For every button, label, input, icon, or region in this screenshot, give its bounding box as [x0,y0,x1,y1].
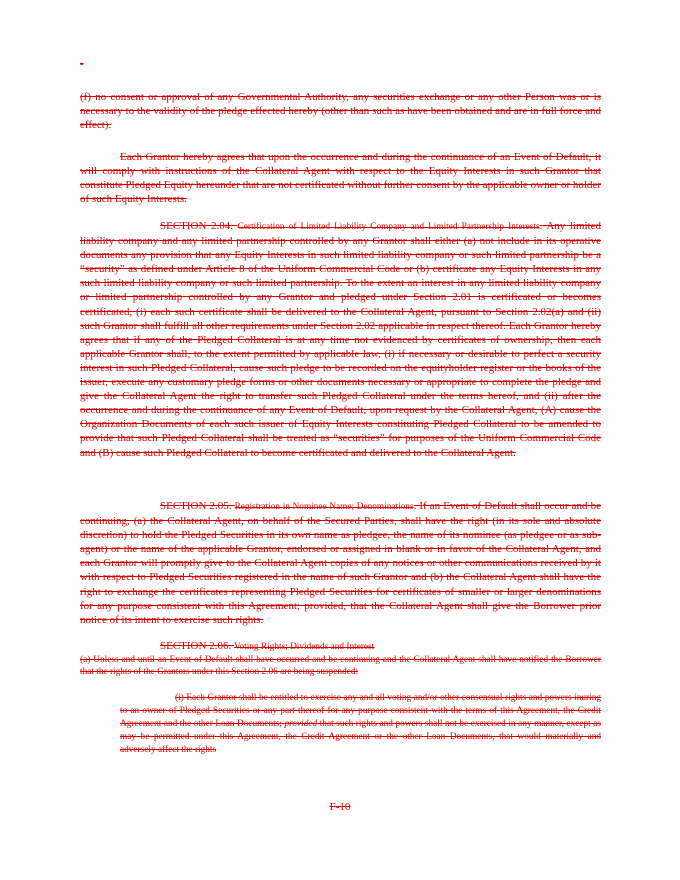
section-2-06-a: (a) Unless and until an Event of Default shall have occurred and be continuing and the Collateral Agent shall have notified the Borrower that the rights of the Grantors under this Section 2.06 are being suspended: [80,655,601,677]
section-2-06-label: SECTION 2.06. [160,640,232,652]
provided-italic: provided [284,719,318,729]
section-2-05: SECTION 2.05. Registration in Nominee Name; Denominations. If an Event of Default shall occur and be continuing, (a) the Collateral Agent, on behalf of the Secured Parties, shall have the right (in its sole and absolute discretion) to hold the Pledged Securities in its own name as pledgee, the name of its nominee (as pledgee or as sub-agent) or the name of the applicable Grantor, endorsed or assigned in blank or in favor of the Collateral Agent, and each Grantor will promptly give to the Collateral Agent copies of any notices or other communications received by it with respect to Pledged Securities registered in the name of such Grantor and (b) the Collateral Agent shall have the right to exchange the certificates representing Pledged Securities for certificates of smaller or larger denominations for any purpose consistent with this Agreement; provided, that the Collateral Agent shall give the Borrower prior notice of its intent to exercise such rights. [80,500,601,626]
paragraph-f-no-consent: (f) no consent or approval of any Governmental Authority, any securities exchange or any other Person was or is necessary to the validity of the pledge effected hereby (other than such as have been obtained and are in full force and effect). [80,91,601,132]
section-2-06-a-i-continued: that such rights and powers shall not be exercised in any manner, except as may be permitted under this Agreement, the Credit Agreement or the other Loan Documents, that would materially and adversely affect the rights [120,719,601,755]
section-2-06-title: Voting Rights; Dividends and Interest [233,642,375,652]
page-number: F-10 [329,801,351,813]
section-2-04: SECTION 2.04. Certification of Limited Liability Company and Limited Partnership Interests. Any limited liability company and any limited partnership controlled by any Grantor shall either (a) not include in its operative documents any provision that any Equity Interests in such limited liability company or such limited partnership be a “security” as defined under Article 8 of the Uniform Commercial Code or (b) certificate any Equity Interests in any such limited liability company or such limited partnership. To the extent an interest in any limited liability company or limited partnership controlled by any Grantor and pledged under Section 2.01 is certificated or becomes certificated, (i) each such certificate shall be delivered to the Collateral Agent, pursuant to Section 2.02(a) and (ii) such Grantor shall fulfill all other requirements under Section 2.02 applicable in respect thereof. Each Grantor hereby agrees that if any of the Pledged Collateral is at any time not evidenced by certificates of ownership, then each applicable Grantor shall, to the extent permitted by applicable law, (i) if necessary or desirable to perfect a security interest in such Pledged Collateral, cause such pledge to be recorded on the equityholder register or the books of the issuer, execute any customary pledge forms or other documents necessary or appropriate to complete the pledge and give the Collateral Agent the right to transfer such Pledged Collateral under the terms hereof, and (ii) after the occurrence and during the continuance of any Event of Default, upon request by the Collateral Agent, (A) cause the Organization Documents of each such issuer of Equity Interests constituting Pledged Collateral to be amended to provide that such Pledged Collateral shall be treated as “securities” for purposes of the Uniform Commercial Code and (B) cause such Pledged Collateral to become certificated and delivered to the Collateral Agent. [80,220,601,459]
section-2-04-body: Any limited liability company and any limited partnership controlled by any Grantor shall either (a) not include in its operative documents any provision that any Equity Interests in such limited liability company or such limited partnership be a “security” as defined under Article 8 of the Uniform Commercial Code or (b) certificate any Equity Interests in any such limited liability company or such limited partnership. To the extent an interest in any limited liability company or limited partnership controlled by any Grantor and pledged under Section 2.01 is certificated or becomes certificated, (i) each such certificate shall be delivered to the Collateral Agent, pursuant to Section 2.02(a) and (ii) such Grantor shall fulfill all other requirements under Section 2.02 applicable in respect thereof. Each Grantor hereby agrees that if any of the Pledged Collateral is at any time not evidenced by certificates of ownership, then each applicable Grantor shall, to the extent permitted by applicable law, (i) if necessary or desirable to perfect a security interest in such Pledged Collateral, cause such pledge to be recorded on the equityholder register or the books of the issuer, execute any customary pledge forms or other documents necessary or appropriate to complete the pledge and give the Collateral Agent the right to transfer such Pledged Collateral under the terms hereof, and (ii) after the occurrence and during the continuance of any Event of Default, upon request by the Collateral Agent, (A) cause the Organization Documents of each such issuer of Equity Interests constituting Pledged Collateral to be amended to provide that such Pledged Collateral shall be treated as “securities” for purposes of the Uniform Commercial Code and (B) cause such Pledged Collateral to become certificated and delivered to the Collateral Agent. [80,220,601,459]
section-2-04-label: SECTION 2.04. [160,220,233,232]
section-2-06-a-i [120,692,601,757]
section-2-06-heading [160,640,374,652]
section-2-05-body: If an Event of Default shall occur and be continuing, (a) the Collateral Agent, on behalf of the Secured Parties, shall have the right (in its sole and absolute discretion) to hold the Pledged Securities in its own name as pledgee, the name of its nominee (as pledgee or as sub-agent) or the name of the applicable Grantor, endorsed or assigned in blank or in favor of the Collateral Agent, and each Grantor will promptly give to the Collateral Agent copies of any notices or other communications received by it with respect to Pledged Securities registered in the name of such Grantor and (b) the Collateral Agent shall have the right to exchange the certificates representing Pledged Securities for certificates of smaller or larger denominations for any purpose consistent with this Agreement; provided, that the Collateral Agent shall give the Borrower prior notice of its intent to exercise such rights. [80,500,601,626]
section-2-05-title: Registration in Nominee Name; Denominations [234,502,414,512]
section-2-05-label: SECTION 2.05. [160,500,232,512]
deletion-marker: - [80,58,84,70]
paragraph-each-grantor: Each Grantor hereby agrees that upon the occurrence and during the continuance of an Event of Default, it will comply with instructions of the Collateral Agent with respect to the Equity Interests in such Grantor that constitute Pledged Equity hereunder that are not certificated without further consent by the applicable owner or holder of such Equity Interests. [80,151,601,206]
section-2-06-a-i-text: (i) Each Grantor shall be entitled to exercise any and all voting and/or other consensual rights and powers inuring to an owner of Pledged Securities or any part thereof for any purpose consistent with the terms of this Agreement, the Credit Agreement and the other Loan Documents; [120,693,601,729]
section-2-04-title: Certification of Limited Liability Company and Limited Partnership Interests [237,222,540,232]
